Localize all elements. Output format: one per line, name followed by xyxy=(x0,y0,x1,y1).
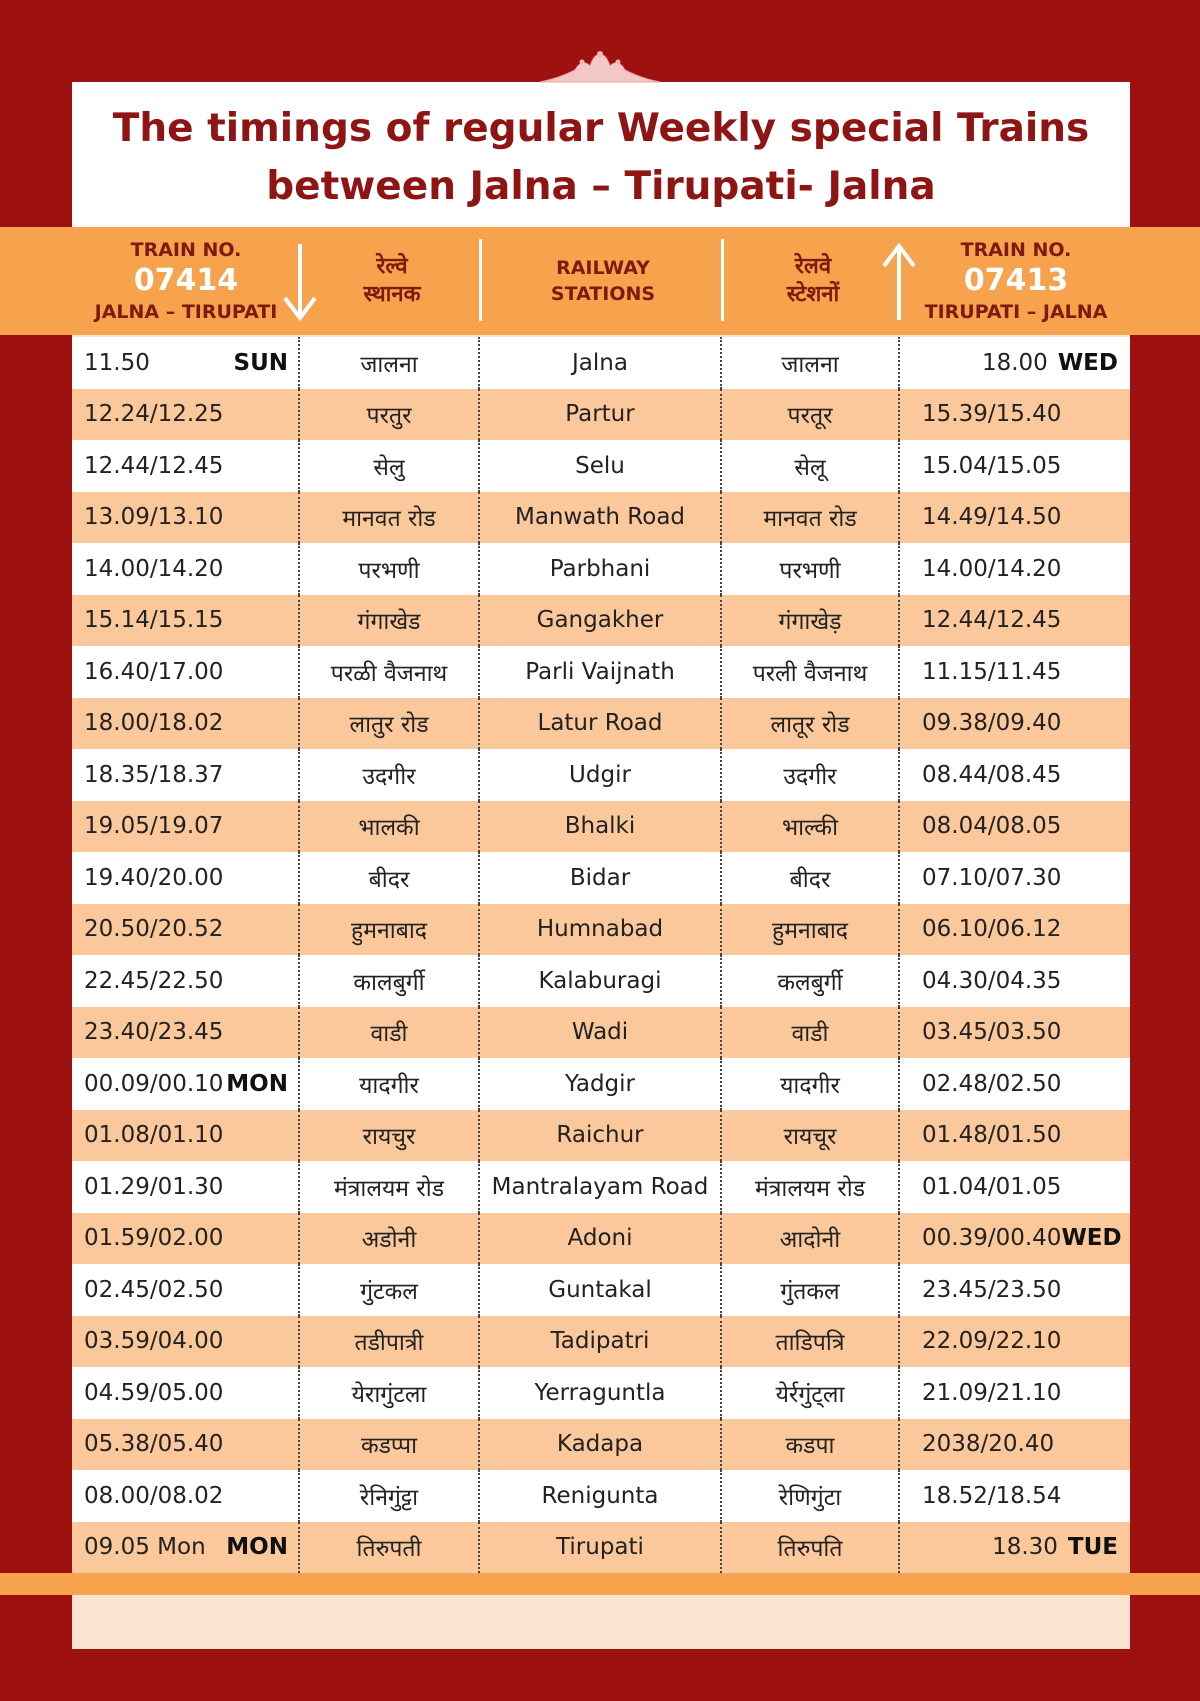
departure-time: 05.38/05.40 xyxy=(84,1431,224,1458)
station-hindi: गंगाखेड़ xyxy=(778,609,842,636)
station-hindi-cell xyxy=(722,801,900,853)
station-english: Mantralayam Road xyxy=(491,1173,709,1200)
station-english: Manwath Road xyxy=(514,504,686,531)
return-cell xyxy=(900,1058,1130,1110)
departure-time: 22.45/22.50 xyxy=(84,967,224,994)
table-row xyxy=(72,595,1130,647)
station-english: Kadapa xyxy=(556,1431,644,1458)
departure-time: 02.45/02.50 xyxy=(84,1276,224,1303)
station-hindi-cell xyxy=(722,492,900,544)
station-hindi: सेलू xyxy=(794,454,826,481)
station-english: Wadi xyxy=(571,1019,629,1046)
departure-cell xyxy=(72,389,300,441)
station-hindi-cell xyxy=(722,1316,900,1368)
station-marathi: तिरुपती xyxy=(356,1536,422,1563)
table-row xyxy=(72,1316,1130,1368)
station-marathi-cell xyxy=(300,1470,480,1522)
station-marathi-cell xyxy=(300,1419,480,1471)
station-english: Adoni xyxy=(567,1225,633,1252)
return-cell xyxy=(900,1007,1130,1059)
station-marathi-cell xyxy=(300,852,480,904)
station-english: Yerraguntla xyxy=(534,1379,666,1406)
station-english: Guntakal xyxy=(548,1276,652,1303)
return-time: 18.30 xyxy=(992,1534,1058,1561)
marathi-col-line-1: रेल्वे xyxy=(376,254,408,279)
header-marathi-stations xyxy=(302,227,482,335)
station-hindi-cell xyxy=(722,337,900,389)
station-english-cell xyxy=(480,595,722,647)
station-marathi-cell xyxy=(300,1367,480,1419)
station-hindi: यादगीर xyxy=(780,1072,840,1099)
departure-cell xyxy=(72,801,300,853)
departure-time: 00.09/00.10 xyxy=(84,1070,224,1097)
station-marathi: कालबुर्गी xyxy=(353,969,425,996)
station-marathi: परळी वैजनाथ xyxy=(330,660,448,687)
departure-cell xyxy=(72,852,300,904)
title-line-1: The timings of regular Weekly special Trains xyxy=(112,106,1090,151)
return-time: 01.48/01.50 xyxy=(922,1122,1062,1149)
station-hindi: रेणिगुंटा xyxy=(778,1484,842,1511)
station-hindi: कडपा xyxy=(785,1433,835,1460)
return-cell xyxy=(900,1470,1130,1522)
station-hindi-cell xyxy=(722,1007,900,1059)
return-cell xyxy=(900,543,1130,595)
return-time: 02.48/02.50 xyxy=(922,1070,1062,1097)
station-hindi-cell xyxy=(722,852,900,904)
table-row xyxy=(72,1264,1130,1316)
station-english-cell xyxy=(480,1264,722,1316)
station-marathi-cell xyxy=(300,337,480,389)
station-english: Yadgir xyxy=(564,1070,636,1097)
station-english-cell xyxy=(480,1161,722,1213)
station-marathi: उदगीर xyxy=(362,763,416,790)
station-hindi: आदोनी xyxy=(779,1227,841,1254)
station-hindi-cell xyxy=(722,1367,900,1419)
right-train-number: 07413 xyxy=(963,263,1069,298)
table-row xyxy=(72,1058,1130,1110)
return-cell xyxy=(900,698,1130,750)
station-marathi: वाडी xyxy=(370,1021,408,1048)
station-marathi-cell xyxy=(300,904,480,956)
station-marathi: अडोनी xyxy=(361,1227,417,1254)
table-row xyxy=(72,955,1130,1007)
left-train-number: 07414 xyxy=(133,263,239,298)
departure-time: 08.00/08.02 xyxy=(84,1482,224,1509)
station-hindi-cell xyxy=(722,904,900,956)
station-hindi: लातूर रोड xyxy=(770,712,850,739)
table-row xyxy=(72,698,1130,750)
station-marathi: सेलु xyxy=(373,454,405,481)
station-marathi: तडीपात्री xyxy=(354,1330,424,1357)
station-english: Bidar xyxy=(569,864,631,891)
station-english: Parli Vaijnath xyxy=(525,658,675,685)
return-time: 03.45/03.50 xyxy=(922,1019,1062,1046)
station-english-cell xyxy=(480,852,722,904)
station-marathi-cell xyxy=(300,543,480,595)
station-english-cell xyxy=(480,904,722,956)
return-cell xyxy=(900,852,1130,904)
return-cell xyxy=(900,646,1130,698)
station-english-cell xyxy=(480,955,722,1007)
departure-time: 11.50 xyxy=(84,349,150,376)
right-train-label: TRAIN NO. xyxy=(960,239,1072,261)
departure-cell xyxy=(72,1058,300,1110)
departure-cell xyxy=(72,1522,300,1574)
station-marathi: गंगाखेड xyxy=(357,609,421,636)
return-time: 14.00/14.20 xyxy=(922,555,1062,582)
table-row xyxy=(72,1213,1130,1265)
station-hindi: वाडी xyxy=(791,1021,829,1048)
return-time: 18.52/18.54 xyxy=(922,1482,1062,1509)
station-hindi-cell xyxy=(722,1522,900,1574)
station-english: Partur xyxy=(565,401,635,428)
departure-time: 01.08/01.10 xyxy=(84,1122,224,1149)
departure-cell xyxy=(72,1419,300,1471)
station-hindi: मंत्रालयम रोड xyxy=(754,1175,866,1202)
departure-cell xyxy=(72,749,300,801)
return-time: 14.49/14.50 xyxy=(922,504,1062,531)
station-english-cell xyxy=(480,1058,722,1110)
departure-cell xyxy=(72,698,300,750)
departure-day: MON xyxy=(226,1070,288,1097)
departure-cell xyxy=(72,1110,300,1162)
station-marathi-cell xyxy=(300,1058,480,1110)
header-hindi-stations xyxy=(724,227,902,335)
departure-time: 01.29/01.30 xyxy=(84,1173,224,1200)
station-marathi: हुमनाबाद xyxy=(351,918,427,945)
departure-time: 18.00/18.02 xyxy=(84,710,224,737)
table-row xyxy=(72,1522,1130,1574)
station-marathi-cell xyxy=(300,749,480,801)
departure-time: 03.59/04.00 xyxy=(84,1328,224,1355)
station-marathi-cell xyxy=(300,955,480,1007)
return-cell xyxy=(900,1264,1130,1316)
station-marathi-cell xyxy=(300,440,480,492)
station-marathi-cell xyxy=(300,698,480,750)
station-hindi: परतूर xyxy=(787,403,833,430)
return-cell xyxy=(900,389,1130,441)
crown-ornament-icon xyxy=(520,48,680,84)
station-hindi: भाल्की xyxy=(781,815,839,842)
station-hindi: कलबुर्गी xyxy=(777,969,843,996)
right-train-route: TIRUPATI – JALNA xyxy=(924,301,1108,323)
departure-time: 16.40/17.00 xyxy=(84,658,224,685)
return-time: 11.15/11.45 xyxy=(922,658,1062,685)
departure-time: 09.05 Mon xyxy=(84,1534,206,1561)
english-col-line-1: RAILWAY xyxy=(556,257,650,279)
departure-cell xyxy=(72,955,300,1007)
station-hindi-cell xyxy=(722,1110,900,1162)
return-cell xyxy=(900,1367,1130,1419)
return-cell xyxy=(900,1316,1130,1368)
table-row xyxy=(72,1470,1130,1522)
station-hindi-cell xyxy=(722,749,900,801)
return-cell xyxy=(900,904,1130,956)
station-english-cell xyxy=(480,1316,722,1368)
departure-cell xyxy=(72,543,300,595)
station-marathi-cell xyxy=(300,1161,480,1213)
departure-cell xyxy=(72,1470,300,1522)
station-marathi-cell xyxy=(300,1264,480,1316)
departure-time: 13.09/13.10 xyxy=(84,504,224,531)
departure-time: 19.05/19.07 xyxy=(84,813,224,840)
station-english: Selu xyxy=(575,452,625,479)
departure-time: 18.35/18.37 xyxy=(84,761,224,788)
timetable-rows xyxy=(72,337,1130,1573)
station-hindi: परली वैजनाथ xyxy=(752,660,868,687)
table-row xyxy=(72,801,1130,853)
station-hindi-cell xyxy=(722,1419,900,1471)
station-marathi: गुंटकल xyxy=(360,1278,418,1305)
station-hindi-cell xyxy=(722,1058,900,1110)
return-time: 08.44/08.45 xyxy=(922,761,1062,788)
departure-time: 12.24/12.25 xyxy=(84,401,224,428)
departure-time: 19.40/20.00 xyxy=(84,864,224,891)
return-cell xyxy=(900,440,1130,492)
return-time: 01.04/01.05 xyxy=(922,1173,1062,1200)
table-row xyxy=(72,1419,1130,1471)
table-row xyxy=(72,543,1130,595)
return-time: 06.10/06.12 xyxy=(922,916,1062,943)
station-hindi: उदगीर xyxy=(783,763,837,790)
station-hindi-cell xyxy=(722,1161,900,1213)
return-day: WED xyxy=(1061,1225,1122,1252)
station-marathi-cell xyxy=(300,801,480,853)
departure-day: SUN xyxy=(233,349,288,376)
station-english: Tadipatri xyxy=(550,1328,650,1355)
station-marathi-cell xyxy=(300,1213,480,1265)
departure-time: 20.50/20.52 xyxy=(84,916,224,943)
station-marathi: रेनिगुंट्टा xyxy=(359,1484,419,1511)
station-english-cell xyxy=(480,492,722,544)
station-english: Humnabad xyxy=(536,916,664,943)
station-marathi: यादगीर xyxy=(359,1072,419,1099)
station-english: Latur Road xyxy=(537,710,663,737)
departure-time: 14.00/14.20 xyxy=(84,555,224,582)
return-cell xyxy=(900,492,1130,544)
station-hindi-cell xyxy=(722,1213,900,1265)
title-line-2: between Jalna – Tirupati- Jalna xyxy=(266,164,936,209)
departure-cell xyxy=(72,337,300,389)
departure-time: 01.59/02.00 xyxy=(84,1225,224,1252)
return-time: 04.30/04.35 xyxy=(922,967,1062,994)
station-hindi-cell xyxy=(722,595,900,647)
station-marathi: रायचुर xyxy=(362,1124,416,1151)
departure-time: 15.14/15.15 xyxy=(84,607,224,634)
return-cell xyxy=(900,1522,1130,1574)
station-english-cell xyxy=(480,1419,722,1471)
table-row xyxy=(72,904,1130,956)
return-cell xyxy=(900,1161,1130,1213)
station-hindi: मानवत रोड xyxy=(763,506,857,533)
return-day: TUE xyxy=(1067,1534,1118,1561)
station-hindi: परभणी xyxy=(779,557,841,584)
return-time: 00.39/00.40 xyxy=(922,1225,1062,1252)
station-marathi: कडप्पा xyxy=(360,1433,418,1460)
return-time: 08.04/08.05 xyxy=(922,813,1062,840)
station-english: Kalaburagi xyxy=(538,967,662,994)
station-english-cell xyxy=(480,1367,722,1419)
table-row xyxy=(72,492,1130,544)
station-english-cell xyxy=(480,646,722,698)
marathi-col-line-2: स्थानक xyxy=(363,282,421,307)
station-english-cell xyxy=(480,389,722,441)
station-marathi: भालकी xyxy=(358,815,420,842)
return-cell xyxy=(900,801,1130,853)
station-marathi: बीदर xyxy=(368,866,410,893)
station-marathi-cell xyxy=(300,595,480,647)
station-english-cell xyxy=(480,337,722,389)
departure-cell xyxy=(72,1316,300,1368)
station-hindi-cell xyxy=(722,955,900,1007)
station-hindi-cell xyxy=(722,1470,900,1522)
station-marathi-cell xyxy=(300,646,480,698)
station-english-cell xyxy=(480,749,722,801)
station-marathi: मानवत रोड xyxy=(342,506,436,533)
station-hindi-cell xyxy=(722,698,900,750)
table-row xyxy=(72,389,1130,441)
table-row xyxy=(72,1110,1130,1162)
table-row xyxy=(72,440,1130,492)
station-hindi: बीदर xyxy=(789,866,831,893)
return-time: 15.04/15.05 xyxy=(922,452,1062,479)
station-marathi: जालना xyxy=(360,351,418,378)
table-row xyxy=(72,646,1130,698)
departure-cell xyxy=(72,440,300,492)
header-left-train xyxy=(72,227,300,335)
station-english: Udgir xyxy=(569,761,631,788)
return-cell xyxy=(900,1110,1130,1162)
table-row xyxy=(72,1007,1130,1059)
page-title xyxy=(72,100,1130,216)
station-english-cell xyxy=(480,801,722,853)
station-hindi-cell xyxy=(722,1264,900,1316)
left-train-label: TRAIN NO. xyxy=(130,239,242,261)
station-marathi-cell xyxy=(300,492,480,544)
station-english-cell xyxy=(480,543,722,595)
station-english: Raichur xyxy=(556,1122,644,1149)
departure-cell xyxy=(72,1264,300,1316)
departure-cell xyxy=(72,904,300,956)
station-english-cell xyxy=(480,1007,722,1059)
return-cell xyxy=(900,595,1130,647)
departure-time: 23.40/23.45 xyxy=(84,1019,224,1046)
departure-cell xyxy=(72,1213,300,1265)
return-time: 12.44/12.45 xyxy=(922,607,1062,634)
station-english-cell xyxy=(480,1470,722,1522)
station-hindi: जालना xyxy=(781,351,839,378)
return-time: 18.00 xyxy=(981,349,1048,376)
station-marathi: येरागुंटला xyxy=(351,1381,427,1408)
station-marathi-cell xyxy=(300,1110,480,1162)
return-time: 15.39/15.40 xyxy=(922,401,1062,428)
station-marathi: मंत्रालयम रोड xyxy=(333,1175,445,1202)
station-english: Bhalki xyxy=(564,813,636,840)
return-cell xyxy=(900,749,1130,801)
table-row xyxy=(72,1161,1130,1213)
departure-time: 12.44/12.45 xyxy=(84,452,224,479)
station-hindi: ताडिपत्रि xyxy=(775,1330,845,1357)
station-hindi: येर्रगुंट्ला xyxy=(775,1381,845,1408)
station-english: Parbhani xyxy=(549,555,651,582)
station-marathi-cell xyxy=(300,1007,480,1059)
left-train-route: JALNA – TIRUPATI xyxy=(94,301,278,323)
station-hindi-cell xyxy=(722,543,900,595)
hindi-col-line-1: रेलवे xyxy=(794,254,832,279)
station-marathi-cell xyxy=(300,1316,480,1368)
header-english-stations xyxy=(482,227,724,335)
station-marathi-cell xyxy=(300,1522,480,1574)
table-row xyxy=(72,749,1130,801)
station-english-cell xyxy=(480,1110,722,1162)
station-english-cell xyxy=(480,1213,722,1265)
station-hindi: गुंतकल xyxy=(780,1278,840,1305)
departure-time: 04.59/05.00 xyxy=(84,1379,224,1406)
station-english-cell xyxy=(480,440,722,492)
table-row xyxy=(72,337,1130,389)
station-marathi-cell xyxy=(300,389,480,441)
station-hindi: तिरुपति xyxy=(777,1536,843,1563)
station-marathi: परतुर xyxy=(366,403,412,430)
departure-day: MON xyxy=(226,1534,288,1561)
bottom-band xyxy=(0,1573,1200,1595)
return-time: 23.45/23.50 xyxy=(922,1276,1062,1303)
station-english-cell xyxy=(480,698,722,750)
table-row xyxy=(72,1367,1130,1419)
station-marathi: परभणी xyxy=(358,557,420,584)
return-time: 07.10/07.30 xyxy=(922,864,1062,891)
return-cell xyxy=(900,1419,1130,1471)
station-hindi: रायचूर xyxy=(783,1124,837,1151)
departure-cell xyxy=(72,646,300,698)
departure-cell xyxy=(72,1007,300,1059)
return-time: 22.09/22.10 xyxy=(922,1328,1062,1355)
return-time: 09.38/09.40 xyxy=(922,710,1062,737)
return-time: 21.09/21.10 xyxy=(922,1379,1062,1406)
departure-cell xyxy=(72,595,300,647)
return-time: 2038/20.40 xyxy=(922,1431,1055,1458)
return-cell xyxy=(900,1213,1130,1265)
english-col-line-2: STATIONS xyxy=(550,283,656,305)
station-english: Renigunta xyxy=(541,1482,659,1509)
return-day: WED xyxy=(1057,349,1118,376)
departure-cell xyxy=(72,1161,300,1213)
return-cell xyxy=(900,337,1130,389)
return-cell xyxy=(900,955,1130,1007)
station-hindi-cell xyxy=(722,646,900,698)
hindi-col-line-2: स्टेशनों xyxy=(786,282,840,307)
departure-cell xyxy=(72,1367,300,1419)
table-row xyxy=(72,852,1130,904)
departure-cell xyxy=(72,492,300,544)
header-right-train xyxy=(902,227,1130,335)
station-english: Tirupati xyxy=(556,1534,644,1561)
station-english: Jalna xyxy=(572,349,628,376)
station-hindi-cell xyxy=(722,440,900,492)
station-hindi: हुमनाबाद xyxy=(772,918,848,945)
station-hindi-cell xyxy=(722,389,900,441)
station-english: Gangakher xyxy=(536,607,664,634)
station-marathi: लातुर रोड xyxy=(349,712,429,739)
station-english-cell xyxy=(480,1522,722,1574)
